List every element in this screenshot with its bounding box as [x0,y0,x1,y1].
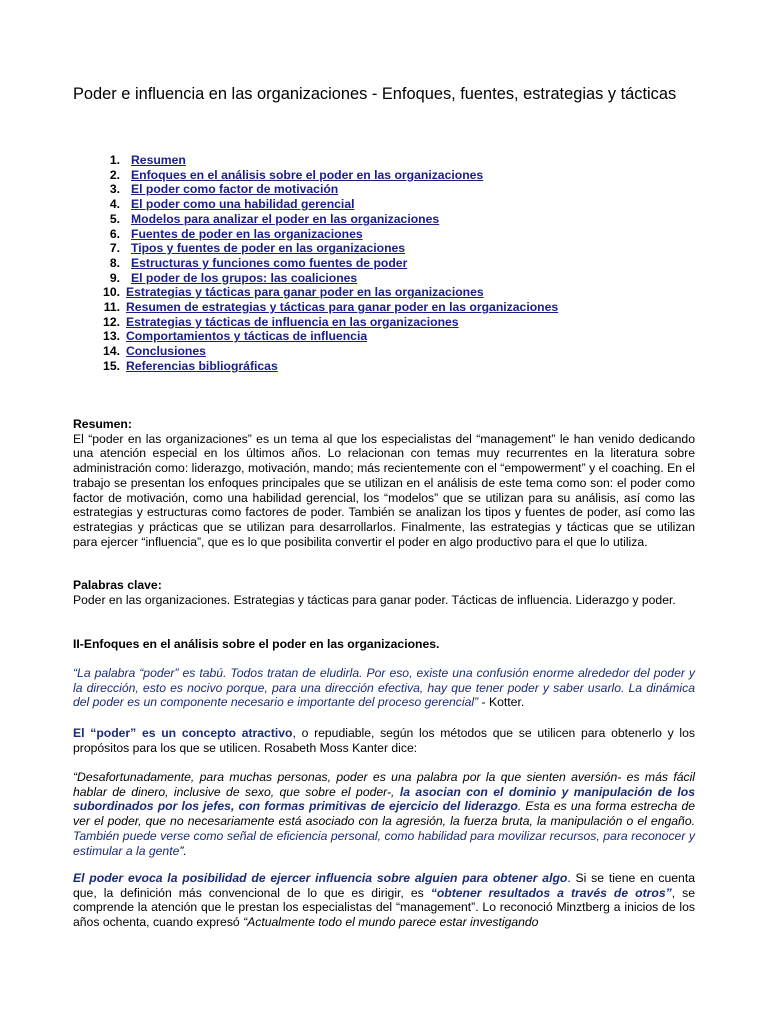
toc-item: 9. El poder de los grupos: las coaliciones [109,270,358,285]
kotter-quote [73,666,695,710]
toc-item: 8. Estructuras y funciones como fuentes de poder [109,255,408,270]
kanter-quote: “Desafortunadamente, para muchas personas, poder es una palabra por la que sienten aversión- es más fácil hablar de dinero, inclusive de sexo, que sobre el poder-, la asocian con el dominio y manipulación de los subordinados por los jefes, con formas primitivas de ejercicio del liderazgo. Esta es una forma estrecha de ver el poder, que no necesariamente está asociado con la agresión, la fuerza bruta, la manipulación o el engaño. También puede verse como señal de eficiencia personal, como habilidad para movilizar recursos, para reconocer y estimular a la gente”. [73,770,696,858]
table-of-contents [73,153,558,374]
toc-link-influencia[interactable]: Estrategias y tácticas de influencia en las organizaciones [126,314,459,329]
quote-text: “La palabra “poder” es tabú. Todos tratan de eludirla. Por eso, existe una confusión enorme alrededor del poder y la dirección, esto es nocivo porque, para una dirección efectiva, hay que tener poder y saber usarlo. La dinámica del poder es un componente necesario e importante del proceso gerencial” [73,666,695,710]
toc-link-tipos[interactable]: Tipos y fuentes de poder en las organizaciones [131,241,406,256]
paragraph-text: , o repudiable, según los métodos que se utilicen para obtenerlo y los propósitos para los que se utilicen. Rosabeth Moss Kanter dice: [73,726,695,755]
toc-link-resumen[interactable]: Resumen [131,153,186,167]
toc-item: 5. Modelos para analizar el poder en las organizaciones [109,211,440,226]
toc-link-comportamientos[interactable]: Comportamientos y tácticas de influencia [126,329,368,344]
quote-highlight: la asocian con el dominio y manipulación de los subordinados por los jefes, con formas primitivas de ejercicio del liderazgo [73,784,695,814]
toc-link-motivacion[interactable]: El poder como factor de motivación [131,182,339,197]
toc-item: 4. El poder como una habilidad gerencial [109,197,355,212]
toc-link-resumen-estrategias[interactable]: Resumen de estrategias y tácticas para ganar poder en las organizaciones [126,300,559,315]
toc-item: 11. Resumen de estrategias y tácticas para ganar poder en las organizaciones [103,300,559,315]
toc-link-enfoques[interactable]: Enfoques en el análisis sobre el poder en las organizaciones [131,167,484,182]
resumen-section [73,417,695,549]
toc-link-habilidad[interactable]: El poder como una habilidad gerencial [131,197,355,212]
page-title: Poder e influencia en las organizaciones - Enfoques, fuentes, estrategias y tácticas [73,85,677,103]
quote-author: - Kotter. [478,695,525,710]
toc-link-estrategias[interactable]: Estrategias y tácticas para ganar poder en las organizaciones [126,285,484,300]
toc-item: 7. Tipos y fuentes de poder en las organizaciones [109,241,406,256]
resumen-heading: Resumen: [73,417,132,431]
toc-link-estructuras[interactable]: Estructuras y funciones como fuentes de poder [131,255,408,270]
paragraph-concepto [73,726,695,755]
toc-item: 10. Estrategias y tácticas para ganar poder en las organizaciones [103,285,484,300]
inline-quote-2: “Actualmente todo el mundo parece estar investigando [243,915,539,930]
toc-item: 1. Resumen [109,153,186,167]
keywords-body: Poder en las organizaciones. Estrategias y tácticas para ganar poder. Tácticas de influencia. Liderazgo y poder. [73,592,676,607]
toc-link-fuentes[interactable]: Fuentes de poder en las organizaciones [131,226,363,241]
resumen-body: El “poder en las organizaciones” es un tema al que los especialistas del “management” le han venido dedicando una atención especial en los últimos años. Lo relacionan con temas muy recurrentes en la literatura sobre administración como: liderazgo, motivación, mando; más recientemente con el “empowerment” y el coaching. En el trabajo se presentan los enfoques principales que se utilizan en el análisis de este tema como son: el poder como factor de motivación, como una habilidad gerencial, los “modelos” que se utilizan para su análisis, así como las estrategias y estructuras como factores de poder. También se analizan los tipos y fuentes de poder, así como las estrategias y prácticas que se utilizan para desarrollarlos. Finalmente, las estrategias y tácticas que se utilizan para ejercer “influencia”, que es lo que posibilita convertir el poder en algo productivo para el que lo utiliza. [73,431,695,549]
keywords-section [73,578,695,607]
toc-item: 15. Referencias bibliográficas [103,358,278,373]
toc-item: 14. Conclusiones [103,344,206,359]
toc-link-conclusiones[interactable]: Conclusiones [126,344,206,359]
toc-item: 12. Estrategias y tácticas de influencia en las organizaciones [103,314,459,329]
toc-link-coaliciones[interactable]: El poder de los grupos: las coaliciones [131,270,358,285]
toc-link-referencias[interactable]: Referencias bibliográficas [126,358,278,373]
paragraph-lead: El “poder” es un concepto atractivo [73,726,293,740]
toc-item: 6. Fuentes de poder en las organizaciones [109,226,363,241]
toc-item: 2. Enfoques en el análisis sobre el poder en las organizaciones [109,167,484,182]
inline-quote: “obtener resultados a través de otros” [430,885,672,900]
paragraph-influencia: El poder evoca la posibilidad de ejercer influencia sobre alguien para obtener algo. Si se tiene en cuenta que, la definición más convencional de lo que es dirigir, es “obtener resultados a través de otros”, se comprende la atención que le prestan los especialistas del “management”. Lo reconoció Minztberg a inicios de los años ochenta, cuando expresó “Actualmente todo el mundo parece estar investigando [73,871,695,930]
toc-link-modelos[interactable]: Modelos para analizar el poder en las organizaciones [131,211,440,226]
toc-item: 13. Comportamientos y tácticas de influencia [103,329,368,344]
paragraph-lead: El poder evoca la posibilidad de ejercer influencia sobre alguien para obtener algo [73,871,568,885]
toc-item: 3. El poder como factor de motivación [109,182,339,197]
quote-highlight-2: También puede verse como señal de eficiencia personal, como habilidad para movilizar recursos, para reconocer y estimular a la gente [73,828,695,858]
section2-heading: II-Enfoques en el análisis sobre el poder en las organizaciones. [73,637,440,651]
keywords-heading: Palabras clave: [73,578,162,592]
